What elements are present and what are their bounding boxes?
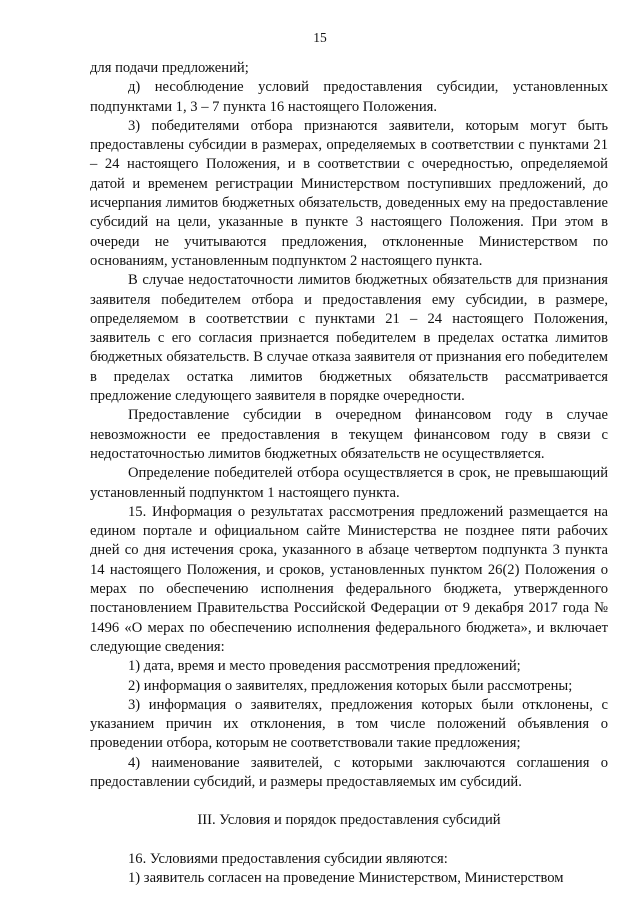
paragraph: В случае недостаточности лимитов бюджетных обязательств для признания заявителя победителем отбора и предоставления ему субсидии, в размере, определяемом в соответствии с пунктами 21 – 24 настоящего Положения, заявитель с его согласия признается победителем в пределах остатка лимитов бюджетных обязательств. В случае отказа заявителя от признания его победителем в пределах остатка лимитов бюджетных обязательств рассматривается предложение следующего заявителя в порядке очередности. [90, 272, 608, 405]
paragraph: 1) заявитель согласен на проведение Министерством, Министерством [128, 869, 564, 886]
paragraph: 4) наименование заявителей, с которыми заключаются соглашения о предоставлении субсидий, и размеры предоставляемых им субсидий. [90, 754, 608, 790]
paragraph: 3) победителями отбора признаются заявители, которым могут быть предоставлены субсидии в размерах, определяемых в соответствии с пунктами 21 – 24 настоящего Положения, и в соответствии с очередностью, определяемой датой и временем регистрации Министерством поступивших предложений, до исчерпания лимитов бюджетных обязательств, доведенных ему на предоставление субсидий на цели, указанные в пункте 3 настоящего Положения. При этом в очереди не учитываются предложения, отклоненные Министерством по основаниям, установленным подпунктом 2 настоящего пункта. [90, 117, 608, 269]
paragraph: 15. Информация о результатах рассмотрения предложений размещается на едином портале и официальном сайте Министерства не позднее пяти рабочих дней со дня истечения срока, указанного в абзаце четвертом подпункта 3 пункта 14 настоящего Положения, и сроков, установленных пунктом 26(2) Положения о мерах по обеспечению исполнения федерального бюджета, утвержденного постановлением Правительства Российской Федерации от 9 декабря 2017 года № 1496 «О мерах по обеспечению исполнения федерального бюджета», и включает следующие сведения: [90, 503, 608, 655]
paragraph: 1) дата, время и место проведения рассмотрения предложений; [128, 658, 521, 675]
document-body [90, 59, 608, 888]
page-number: 15 [313, 30, 327, 45]
paragraph: 3) информация о заявителях, предложения которых были отклонены, с указанием причин их отклонения, в том числе положений объявления о проведении отбора, которым не соответствовали такие предложения; [90, 696, 608, 752]
paragraph: Определение победителей отбора осуществляется в срок, не превышающий установленный подпунктом 1 настоящего пункта. [90, 465, 608, 501]
section-heading: III. Условия и порядок предоставления субсидий [197, 812, 501, 829]
paragraph: д) несоблюдение условий предоставления субсидии, установленных подпунктами 1, 3 – 7 пункта 16 настоящего Положения. [90, 79, 608, 115]
paragraph: для подачи предложений; [90, 60, 249, 76]
paragraph: 2) информация о заявителях, предложения которых были рассмотрены; [128, 677, 573, 694]
paragraph: 16. Условиями предоставления субсидии являются: [128, 850, 448, 867]
paragraph: Предоставление субсидии в очередном финансовом году в случае невозможности ее предоставления в текущем финансовом году в связи с недостаточностью лимитов бюджетных обязательств не осуществляется. [90, 407, 608, 462]
